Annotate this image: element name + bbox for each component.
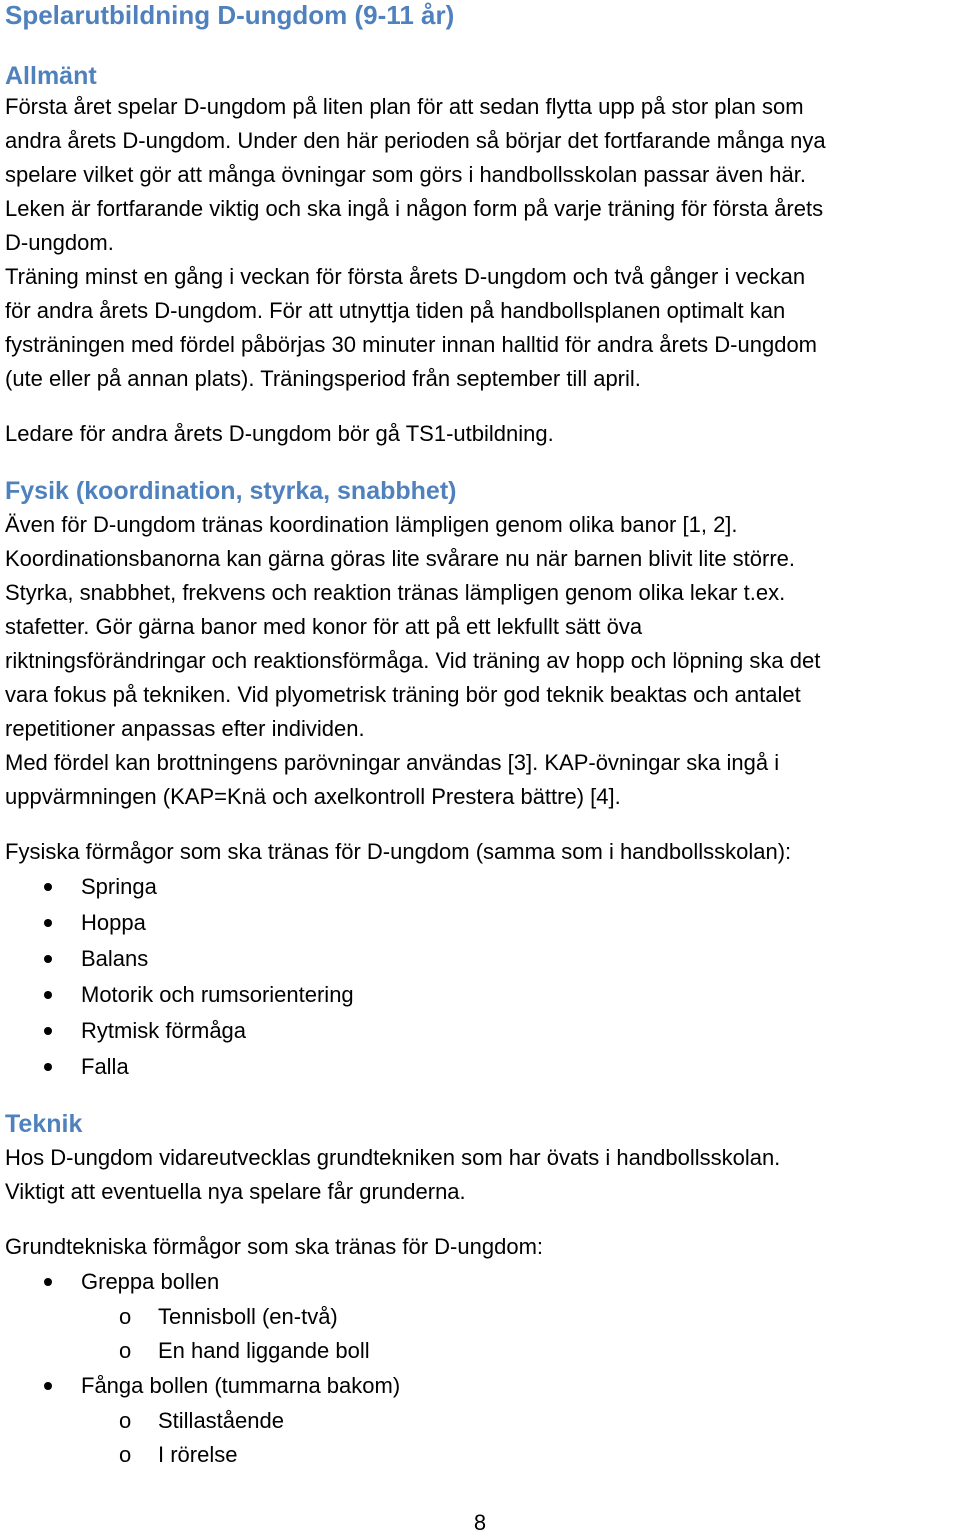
page-number: 8 (473, 1510, 487, 1535)
bullet-list-teknik (5, 1264, 955, 1472)
list-item (5, 1264, 955, 1368)
sub-list (5, 1404, 955, 1472)
text-line: Koordinationsbanorna kan gärna göras lite svårare nu när barnen blivit lite större. (5, 546, 796, 571)
text-line: Första året spelar D-ungdom på liten plan för att sedan flytta upp på stor plan som (5, 94, 804, 119)
circle-marker-icon: o (119, 1338, 132, 1363)
bullet-icon (44, 1027, 52, 1035)
sub-list-item (5, 1334, 955, 1368)
list-item-label: Springa (81, 874, 157, 899)
bullet-icon (44, 883, 52, 891)
bullet-list-fysik (5, 869, 955, 1085)
sub-list-item-label: Tennisboll (en-två) (158, 1304, 338, 1329)
bullet-icon (44, 1063, 52, 1071)
text-line: spelare vilket gör att många övningar som görs i handbollsskolan passar även här. (5, 162, 807, 187)
text-line: riktningsförändringar och reaktionsförmåga. Vid träning av hopp och löpning ska det (5, 648, 821, 673)
sub-list-item-label: En hand liggande boll (158, 1338, 370, 1363)
text-line: Även för D-ungdom tränas koordination lämpligen genom olika banor [1, 2]. (5, 512, 738, 537)
paragraph-teknik-1 (5, 1141, 955, 1209)
bullet-icon (44, 919, 52, 927)
list-item-label: Motorik och rumsorientering (81, 982, 354, 1007)
list-intro-teknik: Grundtekniska förmågor som ska tränas för D-ungdom: (5, 1234, 544, 1259)
paragraph-allmant-3: Ledare för andra årets D-ungdom bör gå TS1-utbildning. (5, 421, 554, 446)
list-item-label: Falla (81, 1054, 129, 1079)
sub-list-item (5, 1438, 955, 1472)
text-line: stafetter. Gör gärna banor med konor för att på ett lekfullt sätt öva (5, 614, 643, 639)
bullet-icon (44, 1278, 52, 1286)
list-item (5, 1049, 955, 1085)
document-page (5, 0, 955, 1472)
bullet-icon (44, 991, 52, 999)
sub-list (5, 1300, 955, 1368)
list-item (5, 905, 955, 941)
list-item (5, 977, 955, 1013)
sub-list-item (5, 1300, 955, 1334)
text-line: Med fördel kan brottningens parövningar användas [3]. KAP-övningar ska ingå i (5, 750, 780, 775)
text-line: för andra årets D-ungdom. För att utnyttja tiden på handbollsplanen optimalt kan (5, 298, 786, 323)
text-line: Leken är fortfarande viktig och ska ingå i någon form på varje träning för första årets (5, 196, 824, 221)
circle-marker-icon: o (119, 1408, 132, 1433)
text-line: vara fokus på tekniken. Vid plyometrisk träning bör god teknik beaktas och antalet (5, 682, 801, 707)
bullet-icon (44, 1382, 52, 1390)
bullet-icon (44, 955, 52, 963)
text-line: Träning minst en gång i veckan för första årets D-ungdom och två gånger i veckan (5, 264, 806, 289)
page-title: Spelarutbildning D-ungdom (9-11 år) (5, 0, 455, 30)
section-heading-teknik: Teknik (5, 1110, 83, 1138)
list-item (5, 1013, 955, 1049)
list-item-label: Balans (81, 946, 149, 971)
circle-marker-icon: o (119, 1442, 132, 1467)
text-line: andra årets D-ungdom. Under den här perioden så börjar det fortfarande många nya (5, 128, 826, 153)
list-item (5, 869, 955, 905)
circle-marker-icon: o (119, 1304, 132, 1329)
sub-list-item-label: Stillastående (158, 1408, 284, 1433)
sub-list-item (5, 1404, 955, 1438)
list-item-label: Greppa bollen (81, 1269, 220, 1294)
sub-list-item-label: I rörelse (158, 1442, 238, 1467)
section-heading-allmant: Allmänt (5, 62, 97, 90)
text-line: uppvärmningen (KAP=Knä och axelkontroll Prestera bättre) [4]. (5, 784, 621, 809)
list-item-label: Rytmisk förmåga (81, 1018, 247, 1043)
text-line: Hos D-ungdom vidareutvecklas grundtekniken som har övats i handbollsskolan. (5, 1145, 781, 1170)
list-item (5, 1368, 955, 1472)
text-line: fysträningen med fördel påbörjas 30 minuter innan halltid för andra årets D-ungdom (5, 332, 818, 357)
list-item-label: Fånga bollen (tummarna bakom) (81, 1373, 401, 1398)
list-intro-fysik: Fysiska förmågor som ska tränas för D-ungdom (samma som i handbollsskolan): (5, 839, 792, 864)
text-line: D-ungdom. (5, 230, 114, 255)
section-heading-fysik: Fysik (koordination, styrka, snabbhet) (5, 477, 457, 505)
list-item-label: Hoppa (81, 910, 146, 935)
paragraph-allmant-2 (5, 260, 955, 396)
text-line: Viktigt att eventuella nya spelare får grunderna. (5, 1179, 466, 1204)
list-item (5, 941, 955, 977)
paragraph-fysik-1 (5, 508, 955, 814)
paragraph-allmant-1 (5, 90, 955, 260)
text-line: (ute eller på annan plats). Träningsperiod från september till april. (5, 366, 641, 391)
text-line: Styrka, snabbhet, frekvens och reaktion tränas lämpligen genom olika lekar t.ex. (5, 580, 786, 605)
text-line: repetitioner anpassas efter individen. (5, 716, 365, 741)
